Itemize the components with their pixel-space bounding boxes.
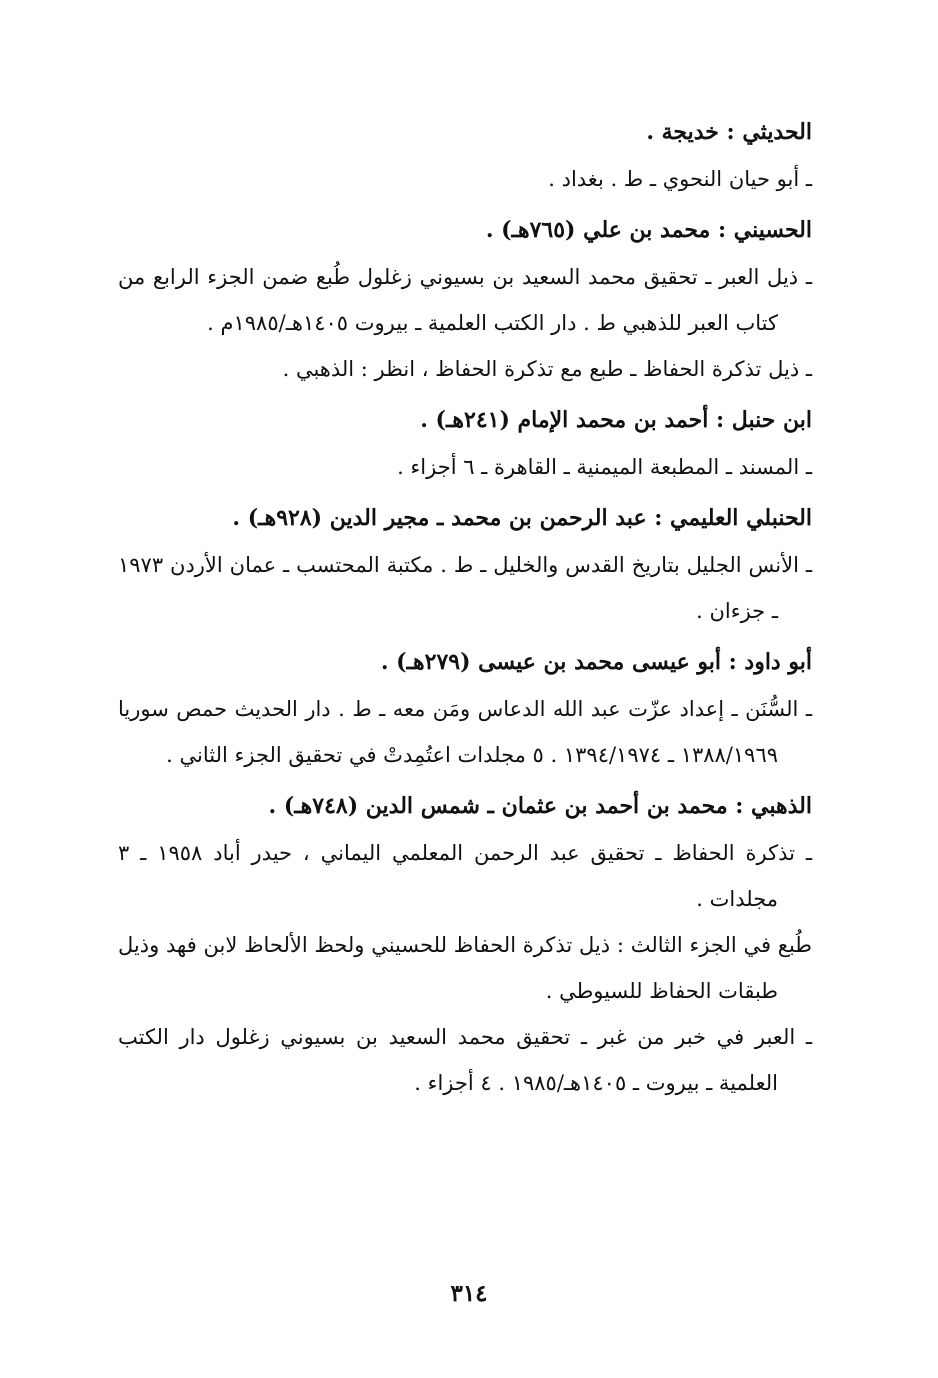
work-item: ـ الأنس الجليل بتاريخ القدس والخليل ـ ط . مكتبة المحتسب ـ عمان الأردن ١٩٧٣ ـ جزءان .	[118, 553, 812, 623]
author-heading: الحسيني : محمد بن علي (٧٦٥هـ) .	[485, 217, 812, 243]
work-item: ـ ذيل العبر ـ تحقيق محمد السعيد بن بسيوني زغلول طُبع ضمن الجزء الرابع من كتاب العبر للذهبي ط . دار الكتب العلمية ـ بيروت ١٤٠٥هـ/١٩٨٥م .	[118, 265, 812, 335]
author-heading: الحديثي : خديجة .	[646, 119, 812, 145]
bibliography-entry	[118, 494, 812, 634]
work-item: ـ ذيل تذكرة الحفاظ ـ طبع مع تذكرة الحفاظ ، انظر : الذهبي .	[282, 357, 812, 381]
author-heading: الذهبي : محمد بن أحمد بن عثمان ـ شمس الدين (٧٤٨هـ) .	[268, 793, 812, 819]
author-heading: الحنبلي العليمي : عبد الرحمن بن محمد ـ مجير الدين (٩٢٨هـ) .	[232, 505, 812, 531]
page-number: ٣١٤	[450, 1280, 488, 1307]
work-item: ـ المسند ـ المطبعة الميمنية ـ القاهرة ـ ٦ أجزاء .	[397, 455, 812, 479]
work-item: ـ السُّنَن ـ إعداد عزّت عبد الله الدعاس ومَن معه ـ ط . دار الحديث حمص سوريا ١٣٨٨/١٩٦٩ ـ ١٣٩٤/١٩٧٤ . ٥ مجلدات اعتُمِدتْ في تحقيق الجزء الثاني .	[118, 697, 812, 767]
work-item: ـ العبر في خبر من غبر ـ تحقيق محمد السعيد بن بسيوني زغلول دار الكتب العلمية ـ بيروت ـ ١٤٠٥هـ/١٩٨٥ . ٤ أجزاء .	[118, 1025, 812, 1095]
bibliography-entry	[118, 782, 812, 1106]
work-item: ـ تذكرة الحفاظ ـ تحقيق عبد الرحمن المعلمي اليماني ، حيدر أباد ١٩٥٨ ـ ٣ مجلدات .	[118, 841, 812, 911]
work-item: ـ أبو حيان النحوي ـ ط . بغداد .	[548, 167, 812, 191]
bibliography-entry	[118, 108, 812, 202]
bibliography-entry	[118, 396, 812, 490]
work-note: طُبع في الجزء الثالث : ذيل تذكرة الحفاظ للحسيني ولحظ الألحاظ لابن فهد وذيل طبقات الحفاظ للسيوطي .	[118, 933, 812, 1003]
bibliography-entry	[118, 638, 812, 778]
author-heading: أبو داود : أبو عيسى محمد بن عيسى (٢٧٩هـ) .	[380, 649, 812, 675]
bibliography-entry	[118, 206, 812, 392]
bibliography-list	[118, 108, 812, 1110]
author-heading: ابن حنبل : أحمد بن محمد الإمام (٢٤١هـ) .	[420, 407, 812, 433]
